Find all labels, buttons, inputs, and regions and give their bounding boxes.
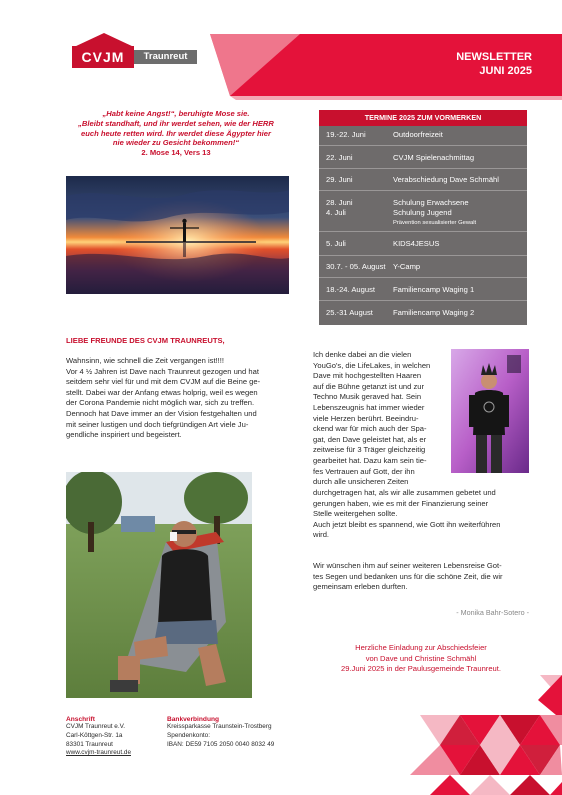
text-line: Dennoch hat Dave immer an der Vision festgehalten und [66,408,257,418]
event-cell: Y-Camp [393,262,421,271]
text-line: Vor 4 ½ Jahren ist Dave nach Traunreut gezogen und hat [66,366,259,376]
text-line: gearbeitet hat. Dazu kam sein tie- [313,455,427,465]
event-cell: Familiencamp Waging 1 [393,285,475,294]
website-link[interactable]: www.cvjm-traunreut.de [66,749,131,757]
text-line: Wir wünschen ihm auf seiner weiteren Lebensreise Got- [313,561,502,570]
text-line: fes Vertrauen auf Gott, der ihn [313,466,415,476]
date-cell: 30.7. - 05. August [326,262,386,271]
row-divider [319,145,527,146]
bank-line: Kreissparkasse Traunstein-Trostberg [167,723,272,730]
text-line: gendliche inspiriert und begeistert. [66,430,182,440]
footer-bank [167,716,307,749]
text-line: der Corona Pandemie nicht möglich war, sich zu treffen. [66,398,255,408]
letter-paragraph-left [66,356,296,441]
text-line: mit seiner lustigen und doch tiefgründigen Art viele Ju- [66,419,249,429]
text-line: auf die Bühne getanzt ist und zur [313,381,425,391]
date-cell: 29. Juni [326,175,353,184]
sunset-photo [66,176,289,294]
event-subtitle: Prävention sexualisierter Gewalt [393,220,477,226]
event-cell: CVJM Spielenachmittag [393,153,475,162]
address-line: Carl-Köttgen-Str. 1a [66,731,123,739]
text-line: wird. [313,530,330,540]
quote-line: nie wieder zu Gesicht bekommen!“ [112,138,240,148]
newsletter-title [456,50,532,78]
event-cell: Familiencamp Waging 2 [393,308,475,317]
bible-quote [62,109,290,158]
date-cell: 4. Juli [326,208,346,217]
newsletter-line1: NEWSLETTER [456,51,532,63]
text-line: Auch jetzt bleibt es spannend, wie Gott ihn weiterführen [313,519,501,529]
invite-line: 29.Juni 2025 in der Paulusgemeinde Traunreut. [341,664,501,674]
text-line: YouGo's, die LifeLakes, in welchen [313,360,431,370]
bank-title: Bankverbindung [167,716,220,723]
letter-greeting: LIEBE FREUNDE DES CVJM TRAUNREUTS, [66,336,225,345]
footer-address [66,716,166,758]
dave-stage-photo [451,349,529,473]
text-line: gat, den Dave geleistet hat, als er [313,434,427,444]
dave-chair-photo [66,472,252,698]
invite-line: von Dave und Christine Schmähl [365,653,477,663]
address-title: Anschrift [66,716,95,723]
bank-line: IBAN: DE59 7105 2050 0040 8032 49 [167,740,275,748]
date-cell: 18.-24. August [326,285,375,294]
dates-box-title: TERMINE 2025 ZUM VORMERKEN [319,110,527,126]
text-line: gerungen haben, wie es mit der Finanzierung seiner [313,498,489,508]
row-divider [319,190,527,191]
event-cell: Outdoorfreizeit [393,130,443,139]
event-cell: Schulung Erwachsene [393,198,469,207]
event-cell: KIDS4JESUS [393,239,440,248]
text-line: stellt. Dabei war der Anfang etwas holprig, weil es wegen [66,387,258,397]
event-cell: Schulung Jugend [393,208,452,217]
text-line: durchgetragen hat, als wir alle zusammen gebetet und [313,488,496,497]
quote-line: „Habt keine Angst!“, beruhigte Mose sie. [102,109,250,118]
quote-line: „Bleibt standhaft, und ihr werdet sehen, wie der HERR [78,118,274,128]
row-divider [319,168,527,169]
letter-paragraph-closing [313,561,531,593]
letter-paragraph-right-continued [313,488,531,541]
row-divider [319,231,527,232]
cvjm-logo [72,46,197,68]
quote-reference: 2. Mose 14, Vers 13 [141,148,211,158]
row-divider [319,300,527,301]
logo-triangle-icon [74,33,134,47]
text-line: Techno Musik geraved hat. Sein [313,392,422,402]
dates-box [319,110,527,325]
text-line: Stelle weitergehen sollte. [313,509,398,519]
text-line: seitdem sehr viel für und mit dem CVJM auf die Beine ge- [66,377,261,387]
text-line: Ich denke dabei an die vielen [313,350,412,359]
date-cell: 19.-22. Juni [326,130,366,139]
text-line: Wahnsinn, wie schnell die Zeit vergangen ist!!!! [66,356,225,365]
text-line: tes Segen und bedanken uns für die schöne Zeit, die wir [313,571,503,581]
event-cell: Verabschiedung Dave Schmähl [393,175,499,184]
bank-line: Spendenkonto: [167,731,210,739]
text-line: Dave mit hochgestellten Haaren [313,371,422,381]
address-line: CVJM Traunreut e.V. [66,723,126,730]
logo-sub-text: Traunreut [134,50,197,64]
invite-line: Herzliche Einladung zur Abschiedsfeier [355,643,487,652]
date-cell: 25.-31 August [326,308,373,317]
date-cell: 5. Juli [326,239,346,248]
address-line: 83301 Traunreut [66,740,113,748]
decorative-triangles [410,670,562,795]
letter-signature: - Monika Bahr-Sotero - [456,608,529,617]
quote-line: euch heute retten wird. Ihr werdet diese Ägypter hier [81,128,271,138]
newsletter-line2: JUNI 2025 [479,65,532,77]
text-line: durch alle unsicheren Zeiten [313,477,409,487]
date-cell: 28. Juni [326,198,353,207]
text-line: ckend war für mich auch der Spa- [313,424,427,434]
row-divider [319,255,527,256]
text-line: viele Herzen berührt. Beeindru- [313,413,419,423]
row-divider [319,277,527,278]
letter-paragraph-right [313,350,447,488]
text-line: gemeinsam erleben durften. [313,582,408,592]
logo-main-text: CVJM [72,46,134,68]
date-cell: 22. Juni [326,153,353,162]
text-line: zeitweise für 3 Träger gleichzeitig [313,445,426,455]
text-line: Lebenszeugnis hat immer wieder [313,402,425,412]
